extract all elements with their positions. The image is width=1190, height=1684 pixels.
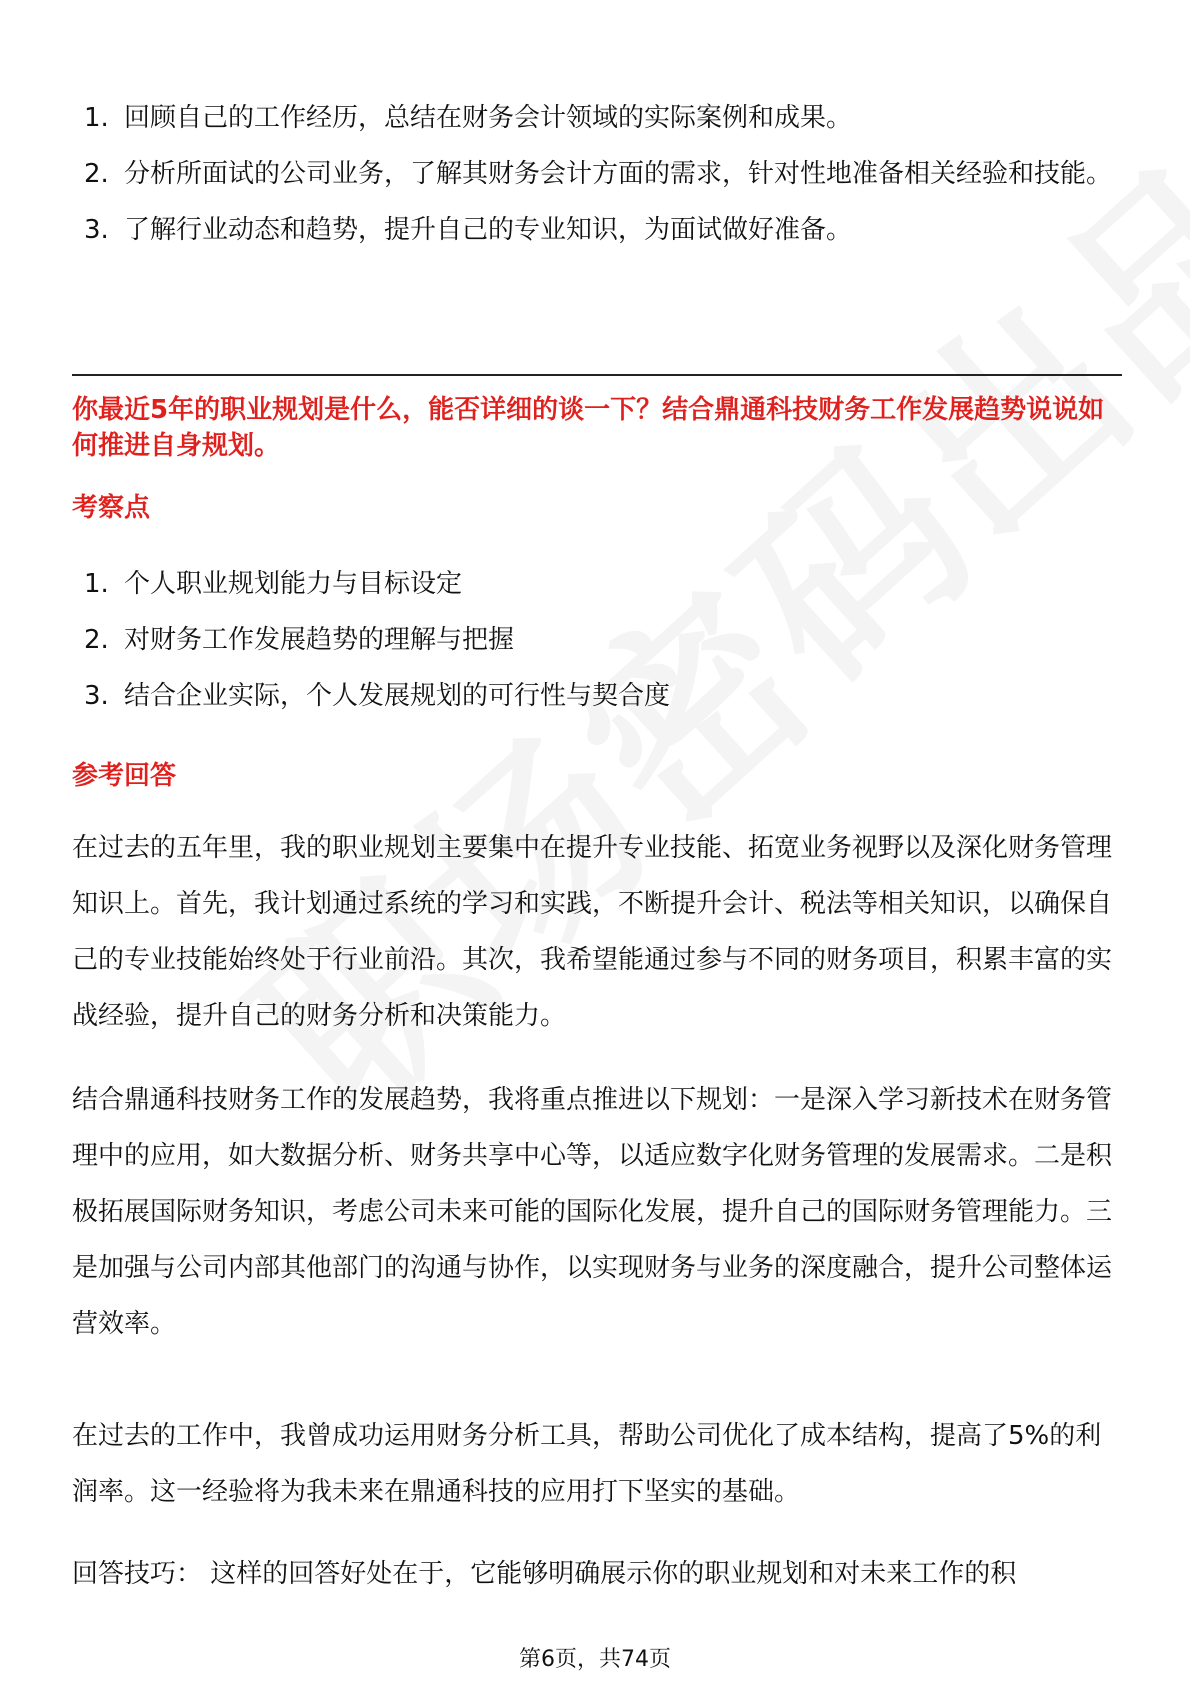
list-item [72, 612, 1122, 668]
interview-question: 你最近5年的职业规划是什么，能否详细的谈一下？结合鼎通科技财务工作发展趋势说说如何推进自身规划。 [72, 395, 1105, 461]
list-item-text: 结合企业实际，个人发展规划的可行性与契合度 [124, 681, 671, 711]
list-item-text: 回顾自己的工作经历，总结在财务会计领域的实际案例和成果。 [124, 103, 853, 133]
list-number: 3. [84, 681, 109, 711]
list-item [72, 668, 1122, 724]
preparation-list [72, 90, 1122, 258]
list-number: 1. [84, 569, 109, 599]
list-item [72, 146, 1122, 202]
answer-paragraph: 在过去的五年里，我的职业规划主要集中在提升专业技能、拓宽业务视野以及深化财务管理知识上。首先，我计划通过系统的学习和实践，不断提升会计、税法等相关知识，以确保自己的专业技能始终处于行业前沿。其次，我希望能通过参与不同的财务项目，积累丰富的实战经验，提升自己的财务分析和决策能力。 [72, 833, 1113, 1031]
assessment-points-list [72, 556, 1122, 724]
list-number: 2. [84, 159, 109, 189]
answer-tips-paragraph: 回答技巧： 这样的回答好处在于，它能够明确展示你的职业规划和对未来工作的积 [72, 1559, 1017, 1589]
list-item [72, 556, 1122, 612]
list-item-text: 了解行业动态和趋势，提升自己的专业知识，为面试做好准备。 [124, 215, 853, 245]
list-item-text: 对财务工作发展趋势的理解与把握 [124, 625, 515, 655]
page-number-footer: 第6页，共74页 [519, 1647, 671, 1672]
answer-paragraph: 在过去的工作中，我曾成功运用财务分析工具，帮助公司优化了成本结构，提高了5%的利润率。这一经验将为我未来在鼎通科技的应用打下坚实的基础。 [72, 1421, 1102, 1507]
list-number: 1. [84, 103, 109, 133]
list-item-text: 个人职业规划能力与目标设定 [124, 569, 463, 599]
assessment-points-heading: 考察点 [72, 493, 151, 523]
reference-answer-heading: 参考回答 [72, 761, 177, 791]
list-item [72, 202, 1122, 258]
section-divider [72, 374, 1122, 376]
list-item-text: 分析所面试的公司业务，了解其财务会计方面的需求，针对性地准备相关经验和技能。 [124, 159, 1113, 189]
list-item [72, 90, 1122, 146]
list-number: 2. [84, 625, 109, 655]
list-number: 3. [84, 215, 109, 245]
answer-paragraph: 结合鼎通科技财务工作的发展趋势，我将重点推进以下规划：一是深入学习新技术在财务管理中的应用，如大数据分析、财务共享中心等，以适应数字化财务管理的发展需求。二是积极拓展国际财务知识，考虑公司未来可能的国际化发展，提升自己的国际财务管理能力。三是加强与公司内部其他部门的沟通与协作，以实现财务与业务的深度融合，提升公司整体运营效率。 [72, 1085, 1113, 1339]
